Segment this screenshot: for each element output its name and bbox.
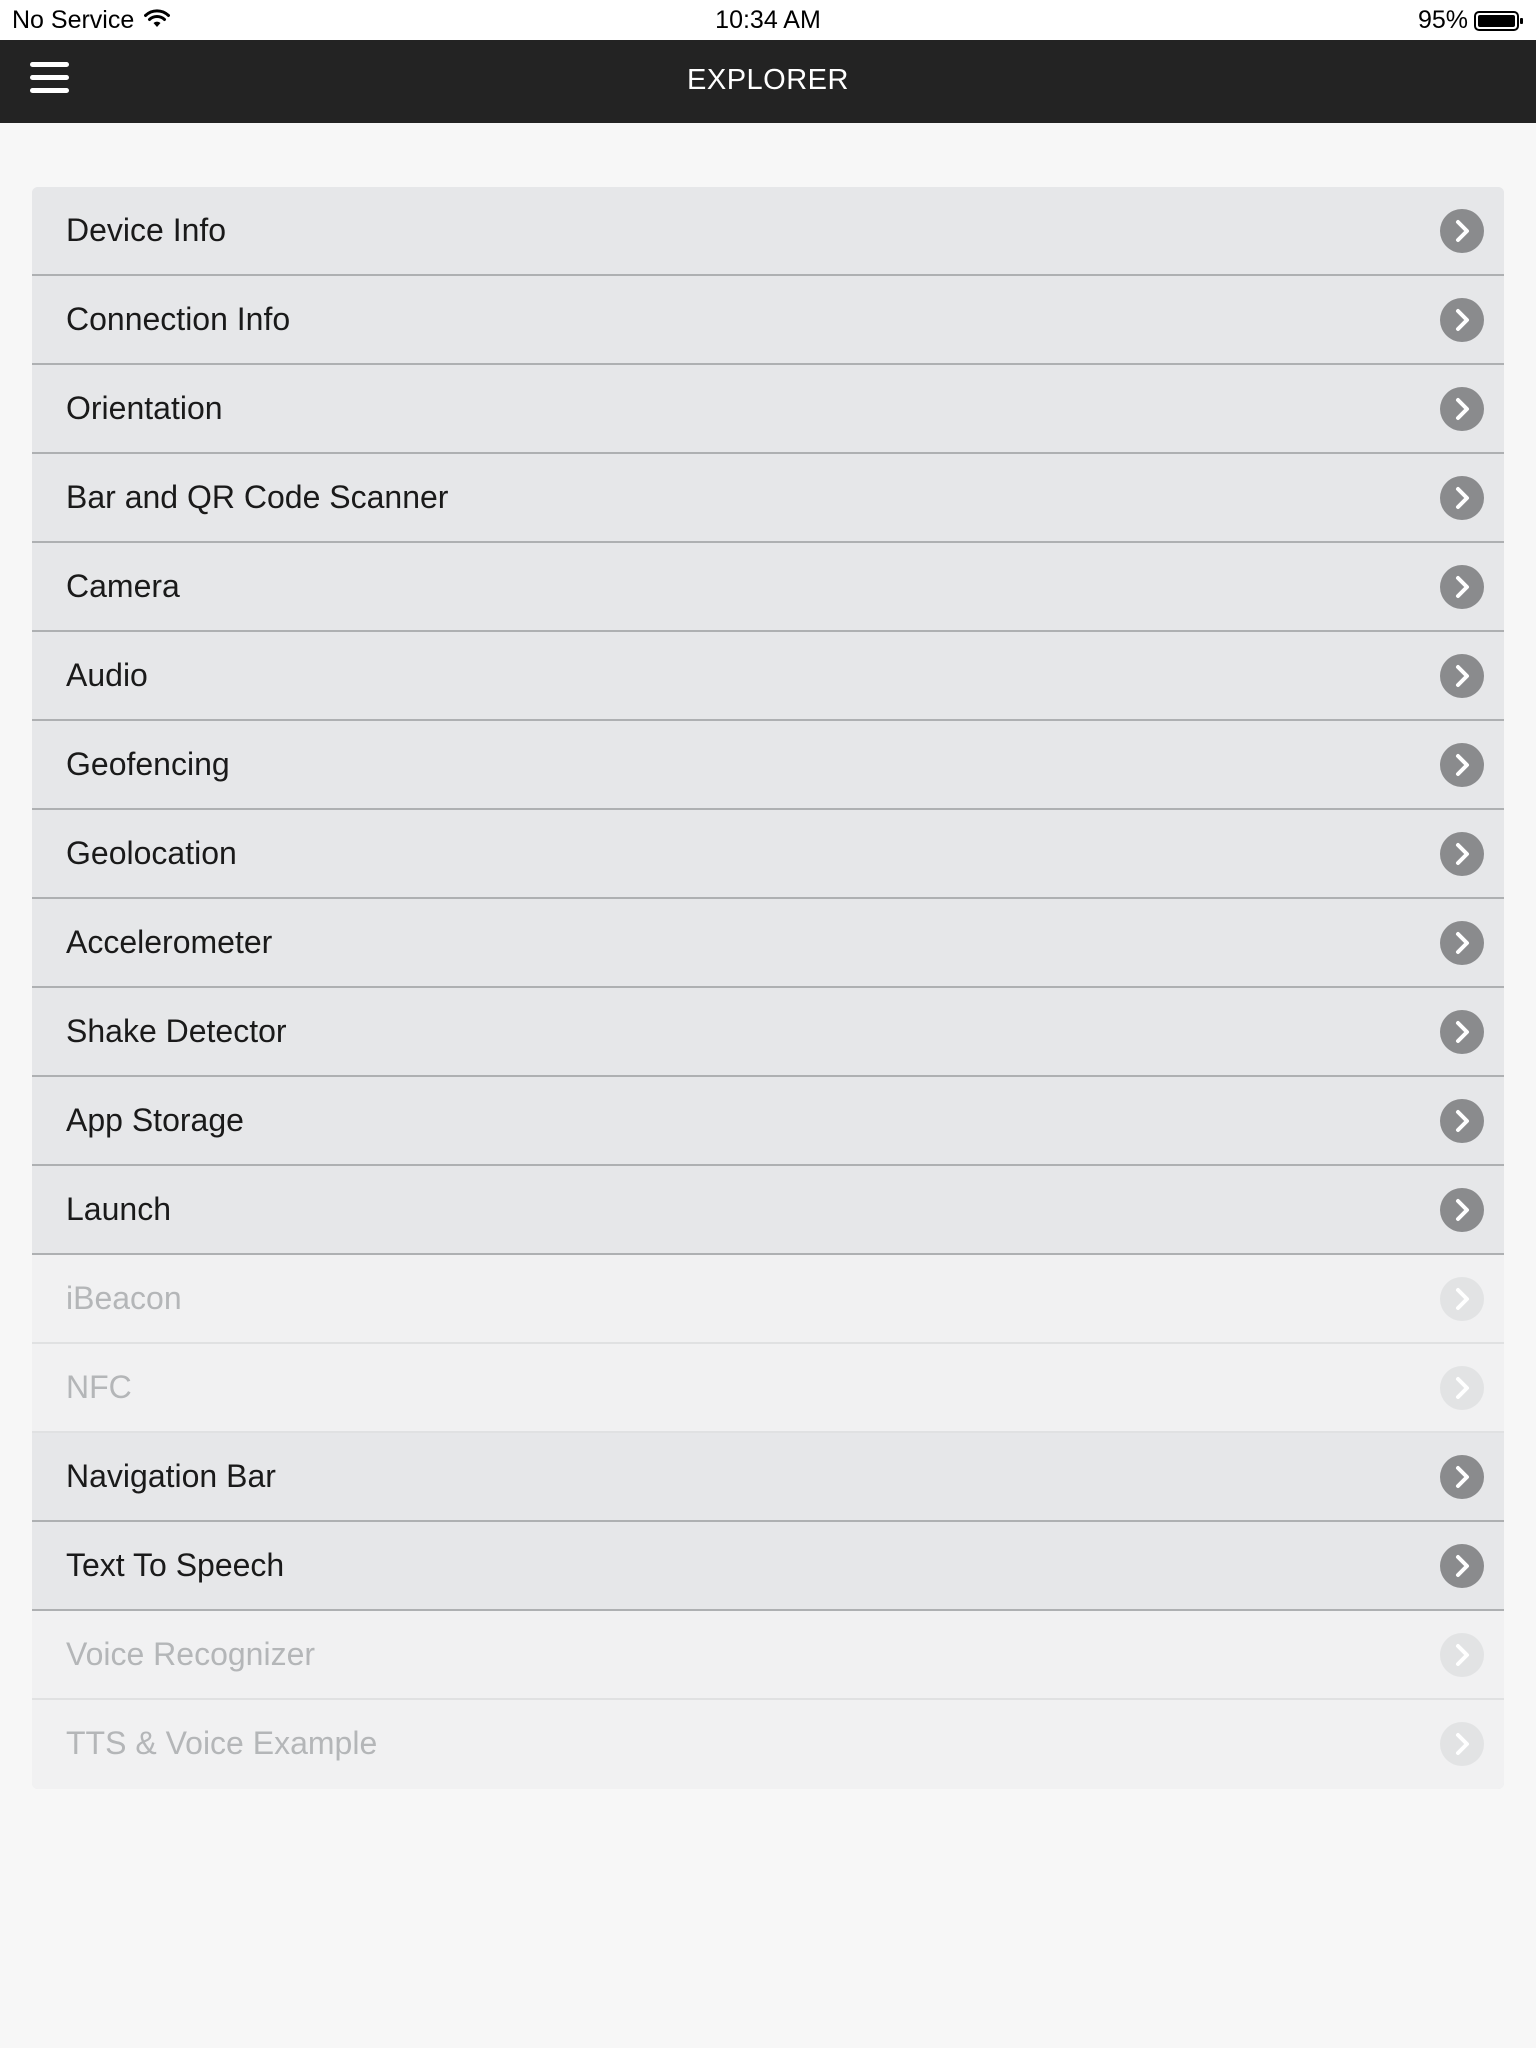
list-item-accelerometer[interactable] xyxy=(32,899,1504,988)
status-right xyxy=(1418,6,1524,35)
list-item-geolocation[interactable] xyxy=(32,810,1504,899)
chevron-right-icon xyxy=(1440,1277,1484,1321)
list-item-label: Bar and QR Code Scanner xyxy=(66,479,449,515)
list-item-connection-info[interactable] xyxy=(32,276,1504,365)
list-item-nfc xyxy=(32,1344,1504,1433)
list-item-ibeacon xyxy=(32,1255,1504,1344)
chevron-right-icon xyxy=(1440,298,1484,342)
battery-percent: 95% xyxy=(1417,6,1468,34)
status-bar xyxy=(0,0,1536,40)
list-item-orientation[interactable] xyxy=(32,365,1504,454)
list-item-bar-and-qr-code-scanner[interactable] xyxy=(32,454,1504,543)
list-item-label: Device Info xyxy=(66,212,227,248)
list-item-voice-recognizer xyxy=(32,1611,1504,1700)
chevron-right-icon xyxy=(1440,1633,1484,1677)
chevron-right-icon xyxy=(1440,565,1484,609)
chevron-right-icon xyxy=(1440,1455,1484,1499)
chevron-right-icon xyxy=(1440,832,1484,876)
list-item-label: NFC xyxy=(66,1369,132,1405)
carrier-label: No Service xyxy=(12,6,135,34)
chevron-right-icon xyxy=(1440,654,1484,698)
explorer-list xyxy=(32,187,1504,1789)
list-item-app-storage[interactable] xyxy=(32,1077,1504,1166)
list-item-camera[interactable] xyxy=(32,543,1504,632)
battery-icon xyxy=(1474,10,1524,32)
list-item-label: Launch xyxy=(66,1191,171,1227)
list-item-label: Camera xyxy=(66,568,180,604)
chevron-right-icon xyxy=(1440,209,1484,253)
list-item-geofencing[interactable] xyxy=(32,721,1504,810)
list-item-label: Accelerometer xyxy=(66,924,273,960)
chevron-right-icon xyxy=(1440,1010,1484,1054)
chevron-right-icon xyxy=(1440,1099,1484,1143)
list-item-tts-and-voice-example xyxy=(32,1700,1504,1789)
chevron-right-icon xyxy=(1440,921,1484,965)
list-item-launch[interactable] xyxy=(32,1166,1504,1255)
list-item-navigation-bar[interactable] xyxy=(32,1433,1504,1522)
chevron-right-icon xyxy=(1440,743,1484,787)
list-item-label: Text To Speech xyxy=(66,1547,285,1583)
status-time: 10:34 AM xyxy=(715,6,821,34)
chevron-right-icon xyxy=(1440,476,1484,520)
list-item-shake-detector[interactable] xyxy=(32,988,1504,1077)
chevron-right-icon xyxy=(1440,1366,1484,1410)
list-item-label: Connection Info xyxy=(66,301,291,337)
list-item-label: App Storage xyxy=(66,1102,244,1138)
list-item-label: Geofencing xyxy=(66,746,230,782)
list-item-label: Geolocation xyxy=(66,835,237,871)
navigation-bar xyxy=(0,40,1536,123)
list-item-text-to-speech[interactable] xyxy=(32,1522,1504,1611)
chevron-right-icon xyxy=(1440,1188,1484,1232)
chevron-right-icon xyxy=(1440,1544,1484,1588)
list-item-label: Voice Recognizer xyxy=(66,1636,316,1672)
list-item-label: iBeacon xyxy=(66,1280,182,1316)
list-item-label: Navigation Bar xyxy=(66,1458,276,1494)
list-item-label: Audio xyxy=(66,657,148,693)
page-title: EXPLORER xyxy=(687,64,849,96)
list-item-label: TTS & Voice Example xyxy=(66,1725,378,1761)
chevron-right-icon xyxy=(1440,1722,1484,1766)
list-item-audio[interactable] xyxy=(32,632,1504,721)
list-item-device-info[interactable] xyxy=(32,187,1504,276)
list-item-label: Shake Detector xyxy=(66,1013,287,1049)
list-item-label: Orientation xyxy=(66,390,223,426)
chevron-right-icon xyxy=(1440,387,1484,431)
